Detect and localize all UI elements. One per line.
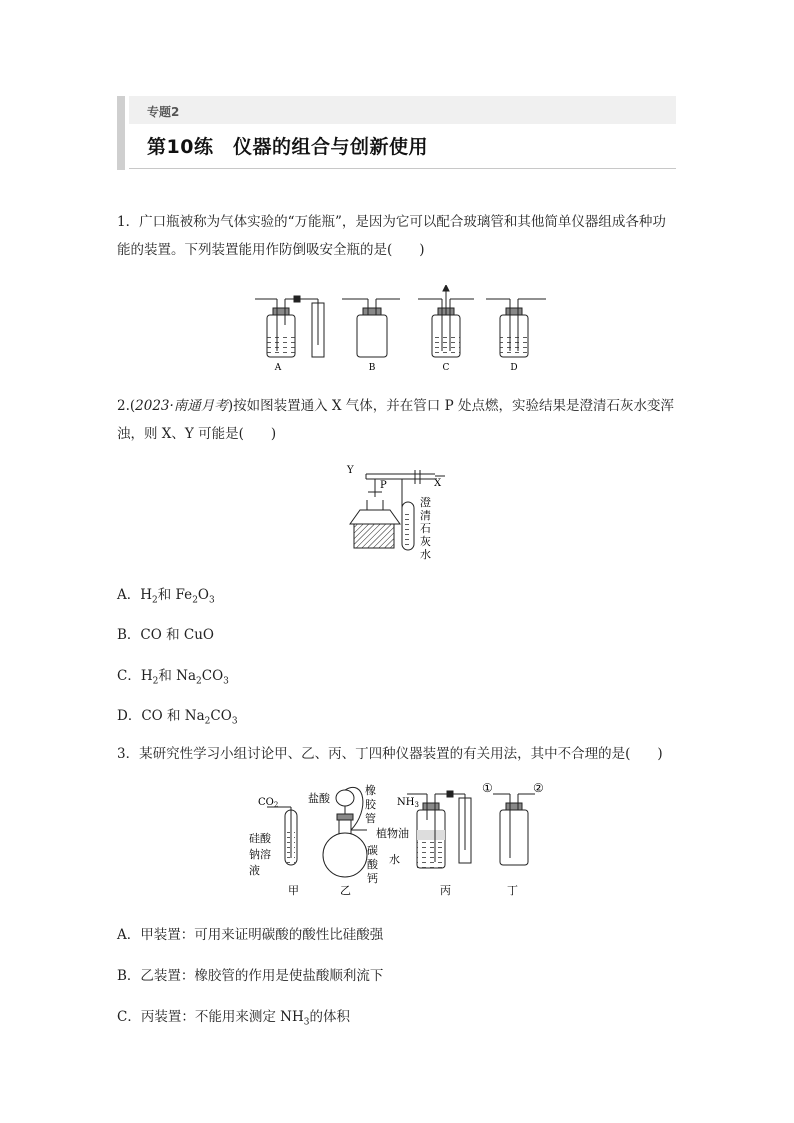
caco3-1: 碳	[367, 844, 378, 857]
rubber-1: 橡	[365, 784, 376, 797]
header-accent-bar	[117, 96, 125, 170]
jia-liquid-2: 钠溶	[249, 848, 271, 861]
q3-option-b[interactable]: B．乙装置：橡胶管的作用是使盐酸顺利流下	[117, 968, 384, 984]
rubber-3: 管	[365, 812, 376, 825]
liquid-char-4: 灰	[420, 535, 431, 548]
label-nh3: $NH_3$	[397, 797, 419, 809]
apparatus-b	[342, 299, 400, 357]
stand-block	[354, 524, 394, 548]
jia-liquid-3: 液	[249, 864, 260, 877]
rubber-2: 胶	[365, 798, 376, 811]
liquid-char-2: 清	[420, 509, 431, 522]
caco3-3: 钙	[367, 872, 378, 885]
liquid-char-5: 水	[420, 548, 431, 561]
section-header	[117, 96, 676, 170]
label-x: X	[434, 478, 442, 489]
label-oil: 植物油	[376, 827, 409, 840]
label-water: 水	[389, 853, 400, 866]
liquid-char-1: 澄	[420, 496, 431, 509]
q2-option-a[interactable]: A．$H_2$和 $Fe_2O_3$	[117, 587, 215, 606]
label-co2: $CO_2$	[258, 797, 279, 809]
label-a: A	[274, 363, 282, 373]
topic-tag: 专题2	[147, 105, 180, 119]
name-jia: 甲	[288, 884, 299, 897]
q2-suffix: )按如图装置通入 X 气体，并在管口 P 处点燃，实验结果是澄清石灰水变浑浊，则 X、Y 可能是( )	[117, 398, 674, 442]
header-divider	[129, 168, 676, 169]
q2-option-c[interactable]: C．$H_2$和 $Na_2CO_3$	[117, 668, 229, 687]
jia-liquid-1: 硅酸	[249, 832, 271, 845]
apparatus-d	[486, 299, 546, 357]
label-port-2: ②	[533, 781, 544, 795]
caco3-2: 酸	[367, 858, 378, 871]
label-hcl: 盐酸	[308, 792, 330, 805]
q2-option-d[interactable]: D．CO 和 $Na_2CO_3$	[117, 708, 238, 727]
label-y: Y	[347, 465, 354, 476]
question-3-figure	[245, 780, 555, 900]
apparatus-a	[255, 296, 324, 357]
q3-option-a[interactable]: A．甲装置：可用来证明碳酸的酸性比硅酸强	[117, 927, 384, 943]
question-2-figure	[340, 462, 450, 562]
header-band	[129, 96, 676, 124]
page-title: 第10练 仪器的组合与创新使用	[147, 136, 428, 158]
name-yi: 乙	[340, 884, 351, 897]
q2-prefix: 2.(	[117, 398, 136, 414]
label-d: D	[510, 363, 518, 373]
label-p: P	[380, 480, 387, 491]
liquid-char-3: 石	[420, 522, 431, 535]
q2-option-b[interactable]: B．CO 和 CuO	[117, 627, 214, 643]
label-b: B	[368, 363, 376, 373]
q2-source: 2023·南通月考	[135, 398, 228, 414]
q3-option-c[interactable]: C．丙装置：不能用来测定 $NH_3$的体积	[117, 1009, 350, 1028]
question-1-figure	[250, 285, 555, 375]
question-1-text: 1．广口瓶被称为气体实验的“万能瓶”，是因为它可以配合玻璃管和其他简单仪器组成各种功能的装置。下列装置能用作防倒吸安全瓶的是( )	[117, 214, 666, 258]
label-c: C	[442, 363, 450, 373]
label-port-1: ①	[482, 781, 493, 795]
question-2-text	[117, 392, 677, 448]
apparatus-c	[418, 285, 474, 357]
name-ding: 丁	[507, 884, 518, 897]
question-3-text: 3．某研究性学习小组讨论甲、乙、丙、丁四种仪器装置的有关用法，其中不合理的是( )	[117, 746, 663, 762]
name-bing: 丙	[440, 884, 451, 897]
